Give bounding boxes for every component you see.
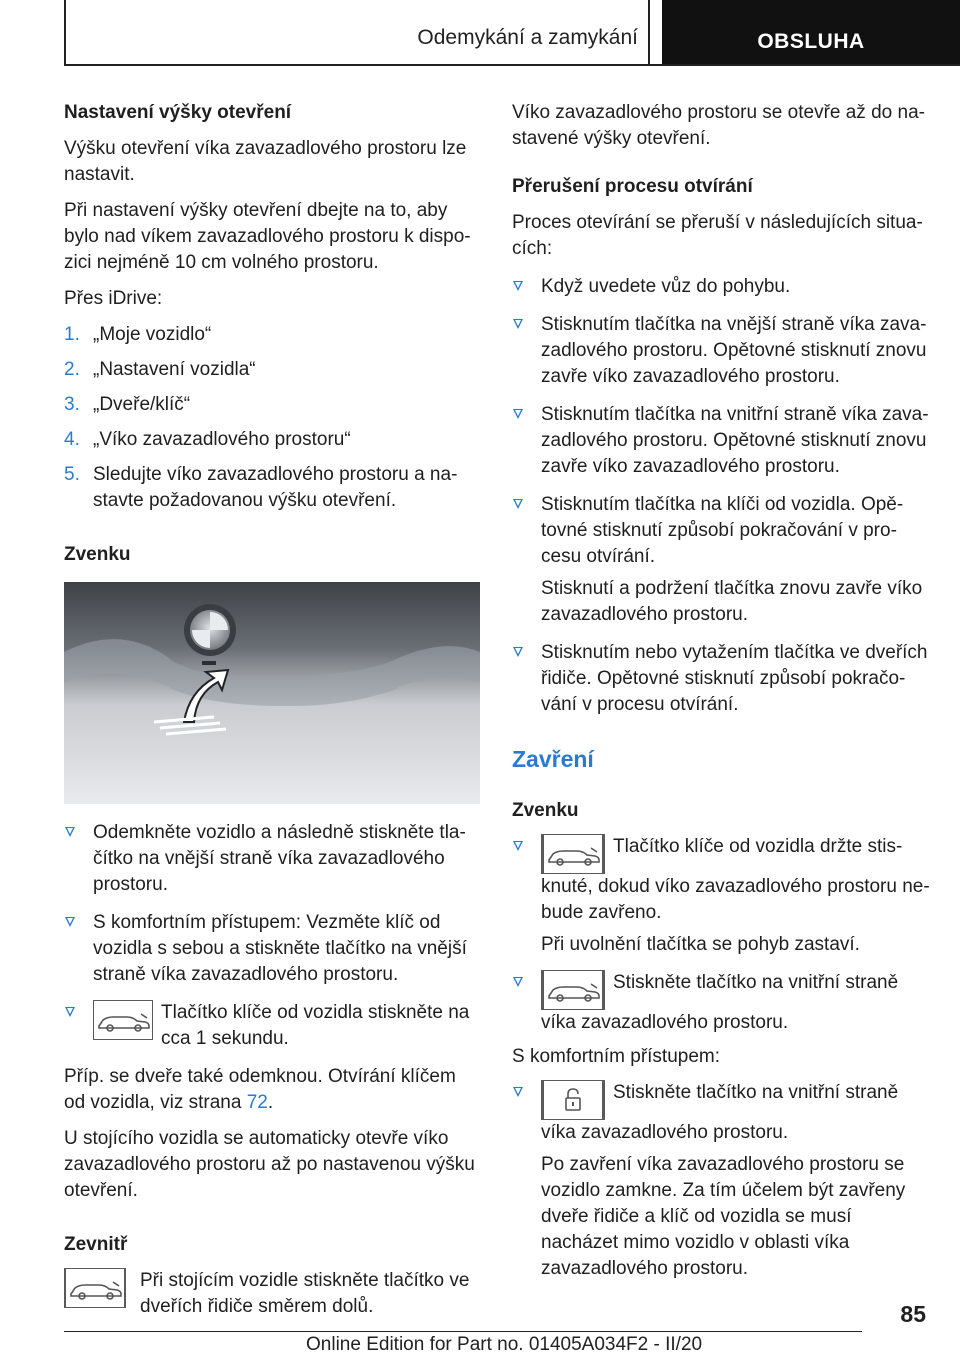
list-item: 1. „Moje vozidlo“ (64, 324, 212, 345)
car-trunk-icon (64, 1268, 126, 1308)
outside-open-methods (64, 820, 480, 1052)
heading-close-outside: Zvenku (512, 800, 579, 821)
triangle-bullet-icon (65, 1007, 75, 1017)
inside-instruction: Při stojícím vozidle stiskněte tlačítko ve dveřích řidiče směrem dolů. (64, 1268, 480, 1320)
list-item: Stisknutím tlačítka na vnější straně víka zavazadlového prostoru. Opětovné stisknutí znovu zavře víko zavazadlového prostoru. (512, 312, 930, 390)
paragraph: Příp. se dveře také odemknou. Otvírání klíčem od vozidla, viz strana 72. (64, 1066, 456, 1113)
left-column (64, 100, 480, 1320)
list-item: 5. Sledujte víko zavazadlového prostoru a nastavte požadovanou výšku otevření. (64, 464, 458, 511)
car-trunk-icon (93, 1000, 153, 1040)
idrive-steps (64, 322, 480, 514)
paragraph: Výšku otevření víka zavazadlového prostoru lze nastavit. (64, 138, 467, 185)
list-item: 2. „Nastavení vozidla“ (64, 359, 256, 380)
header-section-tab: OBSLUHA (662, 0, 960, 64)
lock-icon (541, 1080, 605, 1120)
list-item: Stisknutím tlačítka na vnitřní straně víka zavazadlového prostoru. Opětovné stisknutí znovu zavře víko zavazadlového prostoru. (512, 402, 930, 480)
footer-rule (64, 1331, 862, 1332)
paragraph: Přes iDrive: (64, 288, 163, 309)
heading-opening-height: Nastavení výšky otevření (64, 102, 292, 123)
car-trunk-icon (541, 970, 605, 1010)
paragraph: Víko zavazadlového prostoru se otevře až do nastavené výšky otevření. (512, 102, 925, 149)
triangle-bullet-icon (513, 409, 523, 419)
paragraph: U stojícího vozidla se automaticky otevře víko zavazadlového prostoru až po nastavenou výšku otevření. (64, 1128, 475, 1201)
list-item: 3. „Dveře/klíč“ (64, 394, 191, 415)
header-rule-horizontal (64, 64, 960, 66)
triangle-bullet-icon (513, 319, 523, 329)
triangle-bullet-icon (65, 827, 75, 837)
list-item: Tlačítko klíče od vozidla držte stisknuté, dokud víko zavazadlového prostoru nebude zavřeno. Při uvolnění tlačítka se pohyb zastaví. (512, 834, 930, 958)
close-methods (512, 834, 930, 1036)
paragraph: Proces otevírání se přeruší v následujících situacích: (512, 212, 923, 259)
list-item: 4. „Víko zavazadlového prostoru“ (64, 429, 351, 450)
interrupt-situations (512, 274, 930, 718)
triangle-bullet-icon (65, 917, 75, 927)
page-link[interactable]: 72 (246, 1092, 268, 1113)
paragraph: Při nastavení výšky otevření dbejte na to, aby bylo nad víkem zavazadlového prostoru k dispozici nejméně 10 cm volného prostoru. (64, 200, 471, 273)
triangle-bullet-icon (513, 281, 523, 291)
header-rule-vertical (64, 0, 66, 66)
list-item: Odemkněte vozidlo a následně stiskněte tlačítko na vnější straně víka zavazadlového prostoru. (64, 820, 480, 898)
triangle-bullet-icon (513, 647, 523, 657)
list-item: Stisknutím nebo vytažením tlačítka ve dveřích řidiče. Opětovné stisknutí způsobí pokračování v procesu otvírání. (512, 640, 930, 718)
car-trunk-icon (541, 834, 605, 874)
list-item: Tlačítko klíče od vozidla stiskněte na cca 1 sekundu. (64, 1000, 480, 1052)
list-item: S komfortním přístupem: Vezměte klíč od vozidla s sebou a stiskněte tlačítko na vnější straně víka zavazadlového prostoru. (64, 910, 480, 988)
heading-interrupt: Přerušení procesu otvírání (512, 176, 753, 197)
paragraph: S komfortním přístupem: (512, 1046, 721, 1067)
header-separator (648, 0, 650, 64)
heading-close: Zavření (512, 746, 594, 772)
right-column (512, 100, 930, 1294)
triangle-bullet-icon (513, 977, 523, 987)
heading-inside: Zevnitř (64, 1234, 128, 1255)
triangle-bullet-icon (513, 499, 523, 509)
triangle-bullet-icon (513, 841, 523, 851)
trunk-button-photo (64, 582, 480, 804)
page-number: 85 (900, 1301, 926, 1327)
triangle-bullet-icon (513, 1087, 523, 1097)
list-item: Když uvedete vůz do pohybu. (512, 274, 930, 300)
list-item: Stiskněte tlačítko na vnitřní straně víka zavazadlového prostoru. Po zavření víka zavazadlového prostoru se vozidlo zamkne. Za tím účelem být zavřeny dveře řidiče a klíč od vozidla se musí nacházet mimo vozidlo v oblasti víka zavazadlového prostoru. (512, 1080, 930, 1282)
heading-outside: Zvenku (64, 544, 131, 565)
list-item: Stisknutím tlačítka na klíči od vozidla. Opětovné stisknutí způsobí pokračování v procesu otvírání. Stisknutí a podržení tlačítka znovu zavře víko zavazadlového prostoru. (512, 492, 930, 628)
comfort-close-methods (512, 1080, 930, 1282)
footer-edition: Online Edition for Part no. 01405A034F2 - II/20 (306, 1334, 703, 1355)
list-item: Stiskněte tlačítko na vnitřní straně víka zavazadlového prostoru. (512, 970, 930, 1036)
header-chapter-title: Odemykání a zamykání (417, 26, 638, 49)
